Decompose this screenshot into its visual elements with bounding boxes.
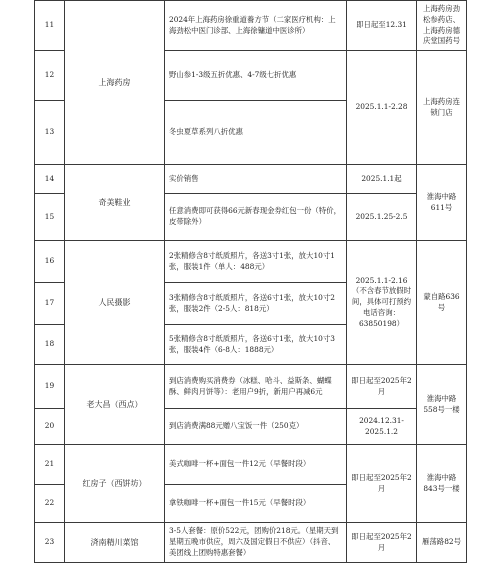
- promotion-text: 2024年上海药房徐重道養方节（二家医疗机构：上海劲松中医门诊部、上海徐镛道中医诊所）: [165, 1, 347, 51]
- promotion-period: 即日起至2025年2月: [347, 365, 417, 409]
- shop-name: 奇美鞋业: [65, 165, 165, 241]
- row-number: 17: [35, 283, 65, 325]
- shop-address: 上海药房劲松参药店、上海药房德庆堂国药号: [417, 1, 467, 51]
- row-number: 11: [35, 1, 65, 51]
- row-number: 12: [35, 51, 65, 101]
- promotion-period: 即日起至2025年2月: [347, 523, 417, 563]
- promotion-text: 2张精修含8寸纸质照片，各送3寸1张，放大10寸1张，服装1件（单人：488元）: [165, 241, 347, 283]
- row-number: 23: [35, 523, 65, 563]
- table-row: [35, 241, 467, 283]
- shop-address: 淮海中路611号: [417, 165, 467, 241]
- shop-address: 上海药房连锁门店: [417, 51, 467, 165]
- table-row: [35, 1, 467, 51]
- shop-name: 红房子（西饼坊）: [65, 445, 165, 523]
- promotion-period: 2025.1.1起: [347, 165, 417, 194]
- promotion-table: [34, 0, 467, 563]
- shop-address: 雁荡路82号: [417, 523, 467, 563]
- promotion-text: 拿铁咖啡一杯+面包一件15元（早餐时段）: [165, 485, 347, 523]
- promotion-period: 2025.1.1-2.16（不含春节放假时间，具体可打预约电话咨询：63850198）: [347, 241, 417, 365]
- promotion-period: 即日起至12.31: [347, 1, 417, 51]
- promotion-text: 任意消费即可获得66元新春现金券红包一份（特价，皮带除外）: [165, 194, 347, 241]
- row-number: 22: [35, 485, 65, 523]
- promotion-text: 美式咖啡一杯+面包一件12元（早餐时段）: [165, 445, 347, 485]
- row-number: 13: [35, 101, 65, 165]
- promotion-period: 2025.1.1-2.28: [347, 51, 417, 165]
- shop-address: 蒙自路636号: [417, 241, 467, 365]
- shop-address: 淮海中路558号一楼: [417, 365, 467, 445]
- promotion-text: 3张精修含8寸纸质照片，各送6寸1张，放大10寸2张，服装2件（2-5人：818元）: [165, 283, 347, 325]
- promotion-text: 野山参1-3级五折优惠、4-7级七折优惠: [165, 51, 347, 101]
- promotion-text: 3-5人套餐：原价522元，团购价218元。（星期天到星期五晚市供应，周六及国定假日不供应）（抖音、美团线上团购特惠套餐）: [165, 523, 347, 563]
- row-number: 15: [35, 194, 65, 241]
- table-row: [35, 365, 467, 409]
- promotion-period: 2024.12.31-2025.1.2: [347, 409, 417, 445]
- promotion-period: 即日起至2025年2月: [347, 445, 417, 523]
- table-row: [35, 523, 467, 563]
- promotion-text: 到店消费满88元赠八宝饭一件（250克）: [165, 409, 347, 445]
- row-number: 14: [35, 165, 65, 194]
- shop-name: 上海药房: [65, 1, 165, 165]
- promotion-period: 2025.1.25-2.5: [347, 194, 417, 241]
- row-number: 18: [35, 325, 65, 365]
- table-row: [35, 445, 467, 485]
- shop-name: 老大昌（西点）: [65, 365, 165, 445]
- shop-name: 済南精川菜馆: [65, 523, 165, 563]
- row-number: 21: [35, 445, 65, 485]
- row-number: 16: [35, 241, 65, 283]
- row-number: 20: [35, 409, 65, 445]
- shop-name: 人民摄影: [65, 241, 165, 365]
- promotion-text: 5张精修含8寸纸质照片，各送6寸1张，放大10寸3张，服装4件（6-8人：1888元）: [165, 325, 347, 365]
- table-row: [35, 165, 467, 194]
- shop-address: 淮海中路843号一楼: [417, 445, 467, 523]
- promotion-text: 冬虫夏草系列八折优惠: [165, 101, 347, 165]
- row-number: 19: [35, 365, 65, 409]
- promotion-text: 实价销售: [165, 165, 347, 194]
- promotion-text: 到店消费购买消费券（冰糕、哈斗、益斯条、蝴蝶酥、鲜肉月饼等）：老用户9折，新用户再减6元: [165, 365, 347, 409]
